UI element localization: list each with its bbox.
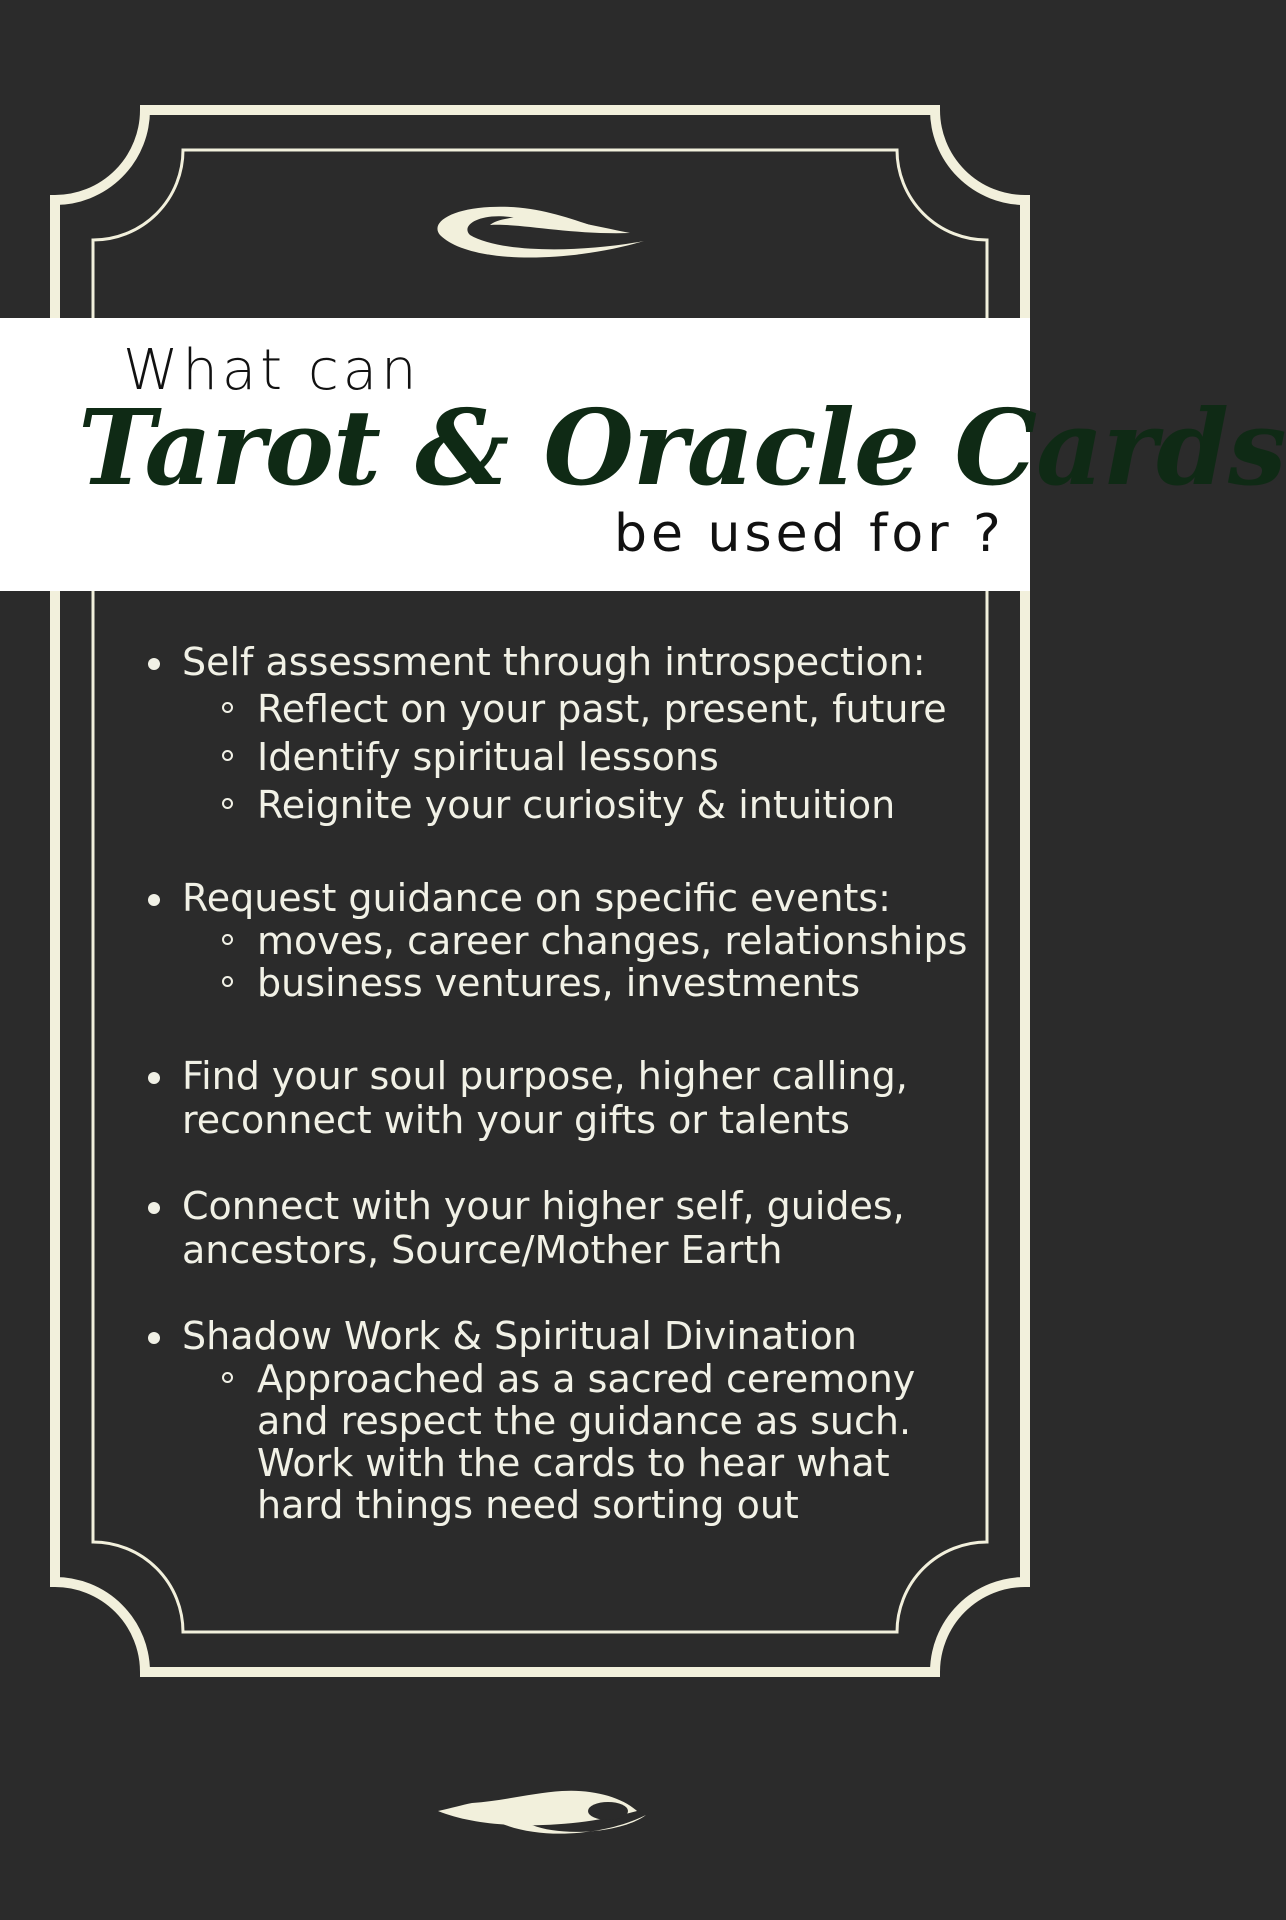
hollow-bullet-icon xyxy=(222,750,233,761)
sub-list-item-text: Reflect on your past, present, future xyxy=(257,687,947,731)
list-item xyxy=(140,640,980,684)
hollow-bullet-icon xyxy=(222,798,233,809)
sub-list-item-text: moves, career changes, relationships xyxy=(257,919,968,963)
bullet-icon xyxy=(148,1332,160,1344)
list-item-text: Self assessment through introspection: xyxy=(182,640,926,684)
bullet-icon xyxy=(148,1202,160,1214)
sub-list-item xyxy=(140,1358,980,1526)
list-item-text: Request guidance on specific events: xyxy=(182,876,891,920)
sub-list-item-text: Approached as a sacred ceremony and respect the guidance as such. Work with the cards to hear what hard things need sorting out xyxy=(257,1357,916,1527)
sub-list-item-text: Identify spiritual lessons xyxy=(257,735,719,779)
sub-list-item xyxy=(140,784,980,826)
flourish-swirl-icon xyxy=(430,195,650,265)
title-script-tarot-oracle-cards: Tarot & Oracle Cards xyxy=(78,386,1286,509)
bullet-icon xyxy=(148,894,160,906)
list-item-text: Connect with your higher self, guides, ancestors, Source/Mother Earth xyxy=(182,1184,905,1272)
list-item xyxy=(140,1314,980,1358)
hollow-bullet-icon xyxy=(222,702,233,713)
sub-list-item xyxy=(140,688,980,730)
sub-list-item xyxy=(140,736,980,778)
title-band xyxy=(0,318,1286,591)
list-item-text: Shadow Work & Spiritual Divination xyxy=(182,1314,857,1358)
flourish-swirl-icon xyxy=(432,1775,652,1845)
list-item xyxy=(140,876,980,920)
sub-list-item xyxy=(140,920,980,962)
list-item xyxy=(140,1184,980,1272)
title-line-what-can: What can xyxy=(123,338,421,403)
hollow-bullet-icon xyxy=(222,1372,233,1383)
sub-list-item-text: Reignite your curiosity & intuition xyxy=(257,783,896,827)
uses-list xyxy=(140,640,980,1526)
bullet-icon xyxy=(148,1072,160,1084)
hollow-bullet-icon xyxy=(222,976,233,987)
hollow-bullet-icon xyxy=(222,934,233,945)
title-line-be-used-for: be used for ? xyxy=(614,504,1005,564)
sub-list-item xyxy=(140,962,980,1004)
list-item-text: Find your soul purpose, higher calling, reconnect with your gifts or talents xyxy=(182,1054,908,1142)
bullet-icon xyxy=(148,658,160,670)
sub-list-item-text: business ventures, investments xyxy=(257,961,861,1005)
list-item xyxy=(140,1054,980,1142)
